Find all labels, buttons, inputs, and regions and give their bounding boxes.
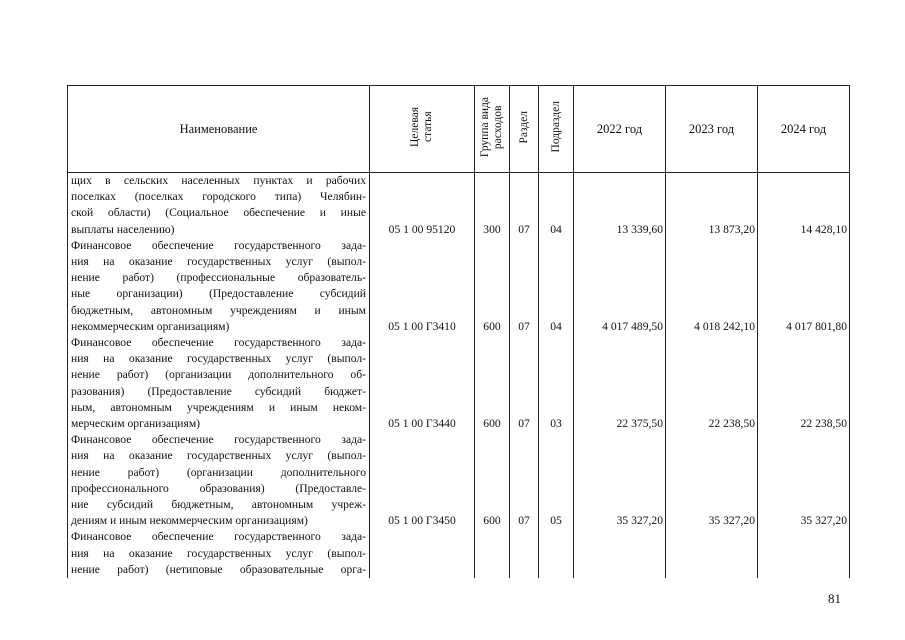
- row-name-line: мерческим организациям): [71, 417, 201, 431]
- header-year-2024: 2024 год: [758, 86, 850, 173]
- row-name-line: профессионального образования) (Предоставле-: [71, 481, 366, 495]
- row-name-line: нение работ) (организации дополнительного об-: [71, 368, 366, 382]
- table-row: [68, 529, 850, 578]
- row-name-line: дениям и иным некоммерческим организациям): [71, 514, 308, 528]
- row-target-article: 05 1 00 Г3450: [370, 432, 475, 529]
- header-target-article-label: Целевая статья: [409, 106, 434, 147]
- row-subsection: 03: [539, 335, 574, 432]
- row-subsection: 04: [539, 238, 574, 335]
- row-target-article: 05 1 00 Г3440: [370, 335, 475, 432]
- row-name: [68, 432, 370, 529]
- row-name-line: ния на оказание государственных услуг (выпол-: [71, 255, 366, 269]
- row-target-article: [370, 529, 475, 578]
- row-name-line: бюджетным, автономным учреждениям и иным: [71, 303, 366, 317]
- table-row: [68, 432, 850, 529]
- row-name-line: ние субсидий бюджетным, автономным учреж-: [71, 498, 366, 512]
- page-number: 81: [828, 591, 841, 606]
- header-expense-group-label: Группа вида расходов: [479, 96, 504, 157]
- row-value-2024: [758, 529, 850, 578]
- row-value-2024: 14 428,10: [758, 173, 850, 238]
- row-name-line: нение работ) (профессиональные образователь-: [71, 271, 366, 285]
- row-name: [68, 173, 370, 238]
- row-subsection: 04: [539, 173, 574, 238]
- row-expense-group: 600: [475, 335, 510, 432]
- row-name: [68, 529, 370, 578]
- row-value-2022: 13 339,60: [574, 173, 666, 238]
- header-name: Наименование: [68, 86, 370, 173]
- row-section: 07: [510, 173, 539, 238]
- table-row: [68, 173, 850, 238]
- budget-table-container: [67, 85, 849, 579]
- row-expense-group: 300: [475, 173, 510, 238]
- row-value-2024: 22 238,50: [758, 335, 850, 432]
- row-name-line: разования) (Предоставление субсидий бюджет-: [71, 384, 366, 398]
- row-value-2023: 4 018 242,10: [666, 238, 758, 335]
- table-row: [68, 335, 850, 432]
- row-name-line: ния на оказание государственных услуг (выпол-: [71, 546, 366, 560]
- row-name: [68, 335, 370, 432]
- row-section: 07: [510, 238, 539, 335]
- row-name-line: Финансовое обеспечение государственного зада-: [71, 530, 366, 544]
- row-subsection: [539, 529, 574, 578]
- row-value-2022: 35 327,20: [574, 432, 666, 529]
- header-target-article: [370, 86, 475, 173]
- row-value-2022: [574, 529, 666, 578]
- row-name-line: нение работ) (организации дополнительного: [71, 465, 366, 479]
- header-subsection-label: Подраздел: [549, 101, 562, 153]
- table-header-row: [68, 86, 850, 173]
- header-section-label: Раздел: [517, 110, 530, 144]
- row-target-article: 05 1 00 Г3410: [370, 238, 475, 335]
- row-expense-group: 600: [475, 432, 510, 529]
- table-row: [68, 238, 850, 335]
- row-name-line: щих в сельских населенных пунктах и рабочих: [71, 174, 366, 187]
- row-section: 07: [510, 335, 539, 432]
- row-value-2023: 35 327,20: [666, 432, 758, 529]
- row-expense-group: 600: [475, 238, 510, 335]
- header-year-2022: 2022 год: [574, 86, 666, 173]
- row-name-line: нение работ) (нетиповые образовательные орга-: [71, 562, 366, 576]
- row-name-line: ния на оказание государственных услуг (выпол-: [71, 352, 366, 366]
- row-section: 07: [510, 432, 539, 529]
- row-name-line: поселках (поселках городского типа) Челябин-: [71, 190, 366, 204]
- row-name-line: Финансовое обеспечение государственного зада-: [71, 433, 366, 447]
- header-year-2023: 2023 год: [666, 86, 758, 173]
- row-name-line: Финансовое обеспечение государственного зада-: [71, 336, 366, 350]
- row-name-line: ской области) (Социальное обеспечение и иные: [71, 206, 366, 220]
- row-name-line: ния на оказание государственных услуг (выпол-: [71, 449, 366, 463]
- header-section: [510, 86, 539, 173]
- row-name-line: ным, автономным учреждениям и иным неком-: [71, 400, 366, 414]
- row-value-2022: 22 375,50: [574, 335, 666, 432]
- row-value-2024: 35 327,20: [758, 432, 850, 529]
- row-value-2024: 4 017 801,80: [758, 238, 850, 335]
- row-value-2023: [666, 529, 758, 578]
- row-name-line: некоммерческим организациям): [71, 319, 230, 333]
- budget-table: [67, 85, 850, 578]
- row-section: [510, 529, 539, 578]
- row-target-article: 05 1 00 95120: [370, 173, 475, 238]
- row-name-line: выплаты населению): [71, 222, 175, 236]
- row-value-2023: 13 873,20: [666, 173, 758, 238]
- row-name: [68, 238, 370, 335]
- row-subsection: 05: [539, 432, 574, 529]
- row-value-2022: 4 017 489,50: [574, 238, 666, 335]
- row-expense-group: [475, 529, 510, 578]
- row-value-2023: 22 238,50: [666, 335, 758, 432]
- header-expense-group: [475, 86, 510, 173]
- row-name-line: Финансовое обеспечение государственного зада-: [71, 238, 366, 252]
- header-subsection: [539, 86, 574, 173]
- row-name-line: ные организации) (Предоставление субсидий: [71, 287, 366, 301]
